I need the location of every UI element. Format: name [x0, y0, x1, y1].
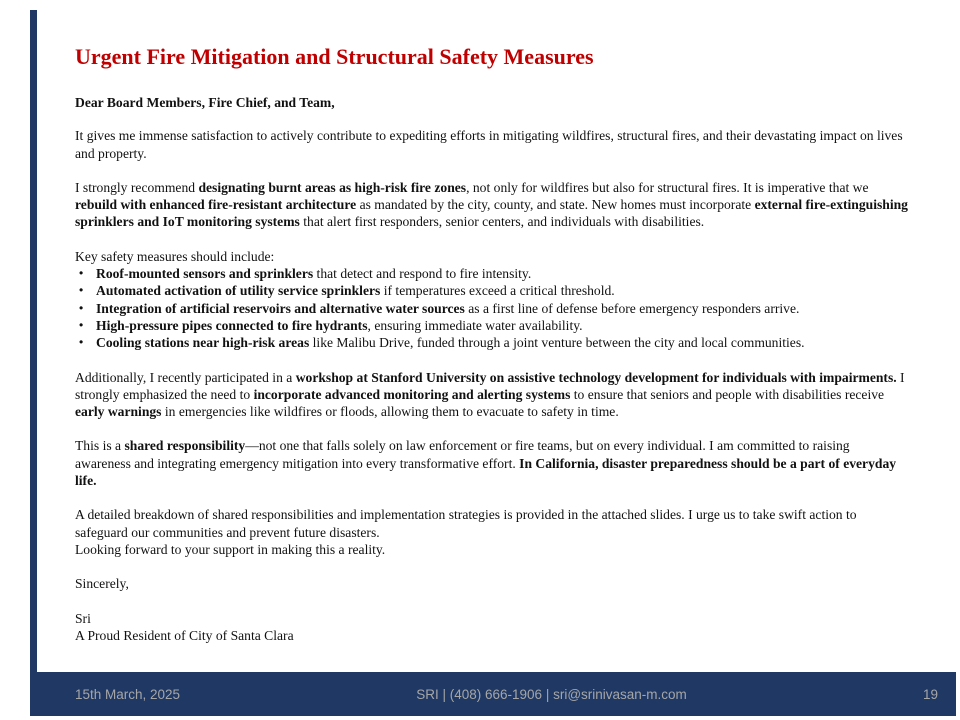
text-run: Sri	[75, 610, 91, 626]
text-run: that alert first responders, senior centers, and individuals with disabilities.	[299, 214, 705, 230]
text-run: Key safety measures should include:	[75, 248, 275, 264]
emphasis-text: Roof-mounted sensors and sprinklers	[96, 266, 314, 282]
text-run: like Malibu Drive, funded through a joint venture between the city and local communities.	[309, 335, 805, 351]
text-run: , not only for wildfires but also for structural fires. It is imperative that we	[466, 179, 869, 195]
text-run: A Proud Resident of City of Santa Clara	[75, 627, 294, 643]
bullet-icon: •	[79, 300, 84, 315]
paragraph	[75, 127, 908, 162]
bullet-text	[96, 317, 908, 334]
bullet-text	[96, 265, 908, 282]
emphasis-text: shared responsibility	[124, 438, 246, 454]
paragraph	[75, 369, 908, 421]
salutation: Dear Board Members, Fire Chief, and Team,	[75, 95, 335, 110]
bullet-item	[75, 265, 908, 282]
bullet-item	[75, 300, 908, 317]
emphasis-text: external fire-extinguishing sprinklers and IoT monitoring systems	[75, 197, 908, 230]
emphasis-text: High-pressure pipes connected to fire hydrants	[96, 317, 368, 333]
text-run: I strongly emphasized the need to	[75, 369, 905, 402]
text-run: —not one that falls solely on law enforcement or fire teams, but on every individual. I am committed to raising awareness and integrating emergency mitigation into every transformative effort.	[75, 438, 850, 471]
text-run: I strongly recommend	[75, 179, 199, 195]
text-run: Additionally, I recently participated in a	[75, 369, 296, 385]
text-run: as a first line of defense before emergency responders arrive.	[464, 300, 800, 316]
emphasis-text: In California, disaster preparedness should be a part of everyday life.	[75, 455, 897, 489]
footer-bar	[30, 672, 956, 716]
page-title: Urgent Fire Mitigation and Structural Safety Measures	[75, 44, 594, 69]
bullet-icon: •	[79, 317, 84, 332]
paragraph	[75, 437, 908, 489]
footer-date: 15th March, 2025	[75, 686, 181, 702]
text-run: Sincerely,	[75, 576, 129, 592]
bullet-icon: •	[79, 266, 84, 281]
bullet-item	[75, 317, 908, 334]
text-run: that detect and respond to fire intensity.	[313, 266, 532, 282]
paragraph	[75, 575, 908, 592]
text-run: in emergencies like wildfires or floods, allowing them to evacuate to safety in time.	[161, 404, 619, 420]
emphasis-text: designating burnt areas as high-risk fire zones	[198, 179, 467, 195]
emphasis-text: rebuild with enhanced fire-resistant architecture	[75, 197, 357, 213]
text-run: This is a	[75, 438, 125, 454]
emphasis-text: incorporate advanced monitoring and alerting systems	[253, 386, 571, 402]
emphasis-text: early warnings	[75, 404, 162, 420]
bullet-text	[96, 300, 908, 317]
text-run: to ensure that seniors and people with disabilities receive	[570, 386, 885, 402]
paragraph	[75, 248, 908, 265]
paragraph	[75, 179, 908, 231]
text-run: , ensuring immediate water availability.	[367, 317, 583, 333]
slide-number: 19	[922, 686, 938, 702]
emphasis-text: Automated activation of utility service sprinklers	[96, 283, 381, 299]
text-run: It gives me immense satisfaction to actively contribute to expediting efforts in mitigating wildfires, structural fires, and their devastating impact on lives and property.	[75, 128, 903, 161]
emphasis-text: Cooling stations near high-risk areas	[96, 335, 310, 351]
text-run: A detailed breakdown of shared responsibilities and implementation strategies is provided in the attached slides. I urge us to take swift action to safeguard our communities and prevent future disasters.	[75, 507, 857, 540]
footer-contact: SRI | (408) 666-1906 | sri@srinivasan-m.com	[416, 686, 687, 702]
emphasis-text: workshop at Stanford University on assistive technology development for individuals with impairments.	[295, 369, 897, 385]
bullet-icon: •	[79, 335, 84, 350]
bullet-text	[96, 334, 908, 351]
text-run: as mandated by the city, county, and state. New homes must incorporate	[356, 197, 755, 213]
letter-body	[75, 127, 908, 644]
bullet-item	[75, 334, 908, 351]
bullet-text	[96, 282, 908, 299]
bullet-icon: •	[79, 283, 84, 298]
bullet-item	[75, 282, 908, 299]
emphasis-text: Integration of artificial reservoirs and alternative water sources	[96, 300, 465, 316]
text-run: Looking forward to your support in making this a reality.	[75, 541, 386, 557]
bullet-list	[75, 265, 908, 351]
text-run: if temperatures exceed a critical threshold.	[380, 283, 615, 299]
paragraph	[75, 610, 908, 645]
paragraph	[75, 506, 908, 558]
